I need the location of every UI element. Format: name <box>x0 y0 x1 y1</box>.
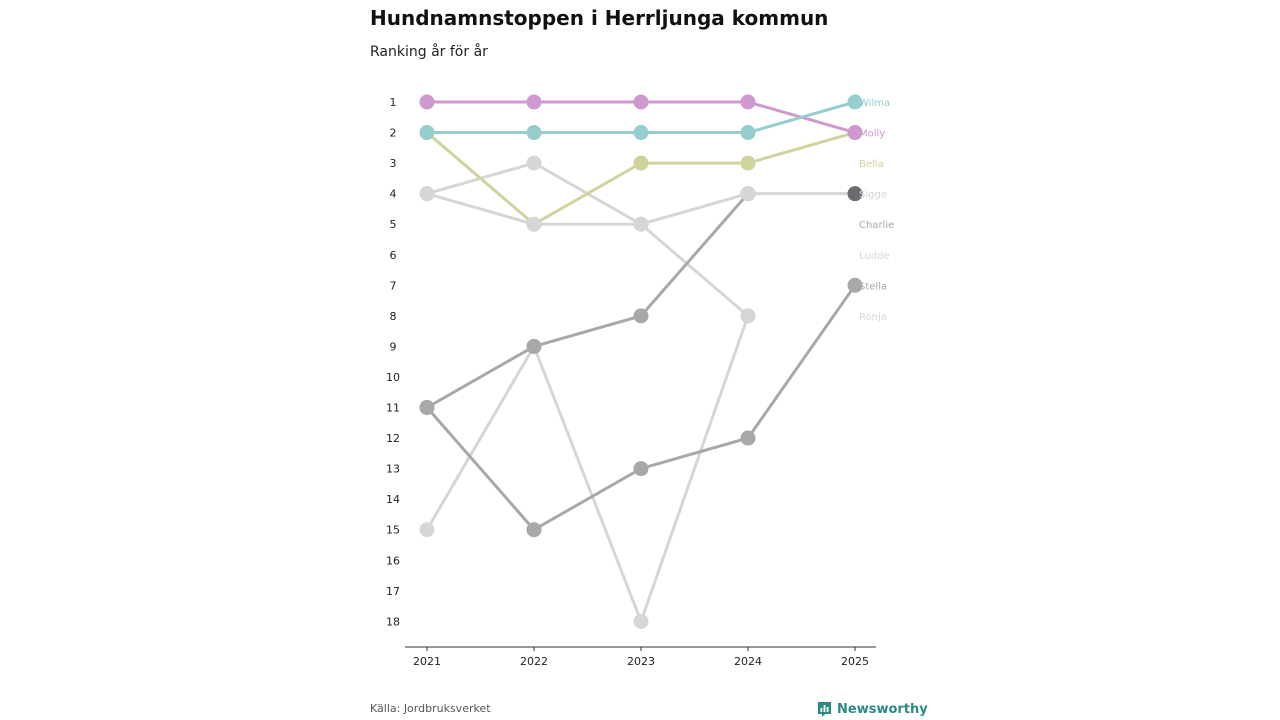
point-molly <box>741 95 756 110</box>
end-labels <box>859 98 894 323</box>
y-tick-label: 5 <box>389 218 397 232</box>
y-axis <box>386 96 400 628</box>
x-tick-label: 2021 <box>413 655 441 668</box>
y-tick-label: 4 <box>389 187 397 201</box>
point-bella <box>634 156 649 171</box>
end-label-sigge: Sigge <box>859 189 887 201</box>
point-stella <box>741 431 756 446</box>
y-tick-label: 1 <box>389 96 397 109</box>
y-tick-label: 14 <box>386 493 400 507</box>
point-bella <box>741 156 756 171</box>
point-wilma <box>420 125 435 140</box>
point-ludde <box>527 156 542 171</box>
end-label-ludde: Ludde <box>859 250 890 262</box>
end-label-stella: Stella <box>859 281 888 293</box>
y-tick-label: 15 <box>386 523 400 537</box>
end-label-molly: Molly <box>859 128 886 140</box>
series-lines <box>427 102 855 621</box>
y-tick-label: 6 <box>389 248 397 262</box>
brand-name: Newsworthy <box>837 702 928 717</box>
point-sigge <box>634 217 649 232</box>
y-tick-label: 9 <box>389 340 397 354</box>
y-tick-label: 3 <box>389 157 397 171</box>
y-tick-label: 8 <box>389 309 397 323</box>
end-label-wilma: Wilma <box>859 98 891 109</box>
point-sigge <box>527 217 542 232</box>
point-charlie <box>527 339 542 354</box>
y-tick-label: 11 <box>386 401 400 415</box>
chart-title: Hundnamnstoppen i Herrljunga kommun <box>370 6 829 30</box>
y-tick-label: 13 <box>386 462 400 476</box>
series-points <box>420 95 863 629</box>
x-tick-label: 2024 <box>734 655 762 668</box>
chart-subtitle: Ranking år för år <box>370 44 488 60</box>
end-label-ronja: Ronja <box>859 311 887 323</box>
y-tick-label: 16 <box>386 554 400 568</box>
point-ludde <box>741 308 756 323</box>
point-wilma <box>527 125 542 140</box>
point-wilma <box>741 125 756 140</box>
source-note: Källa: Jordbruksverket <box>370 702 491 715</box>
point-wilma <box>634 125 649 140</box>
point-ronja <box>634 614 649 629</box>
y-tick-label: 10 <box>386 370 400 384</box>
y-tick-label: 2 <box>389 126 397 140</box>
series-line-charlie <box>427 194 748 408</box>
bar-chart-icon <box>817 701 832 718</box>
x-axis <box>405 647 876 668</box>
point-molly <box>420 95 435 110</box>
point-sigge <box>741 186 756 201</box>
end-label-bella: Bella <box>859 159 884 171</box>
brand-logo[interactable] <box>817 701 928 718</box>
y-tick-label: 12 <box>386 432 400 446</box>
series-line-ludde <box>427 163 748 316</box>
x-tick-label: 2025 <box>841 655 869 668</box>
x-tick-label: 2023 <box>627 655 655 668</box>
y-tick-label: 17 <box>386 584 400 598</box>
end-label-charlie: Charlie <box>859 220 895 232</box>
series-line-ronja <box>427 316 748 621</box>
point-sigge <box>420 186 435 201</box>
point-molly <box>634 95 649 110</box>
point-ronja <box>420 522 435 537</box>
point-molly <box>527 95 542 110</box>
y-tick-label: 7 <box>389 279 397 293</box>
y-tick-label: 18 <box>386 615 400 629</box>
x-tick-label: 2022 <box>520 655 548 668</box>
point-stella <box>527 522 542 537</box>
point-charlie <box>634 308 649 323</box>
point-stella <box>634 461 649 476</box>
point-stella <box>420 400 435 415</box>
